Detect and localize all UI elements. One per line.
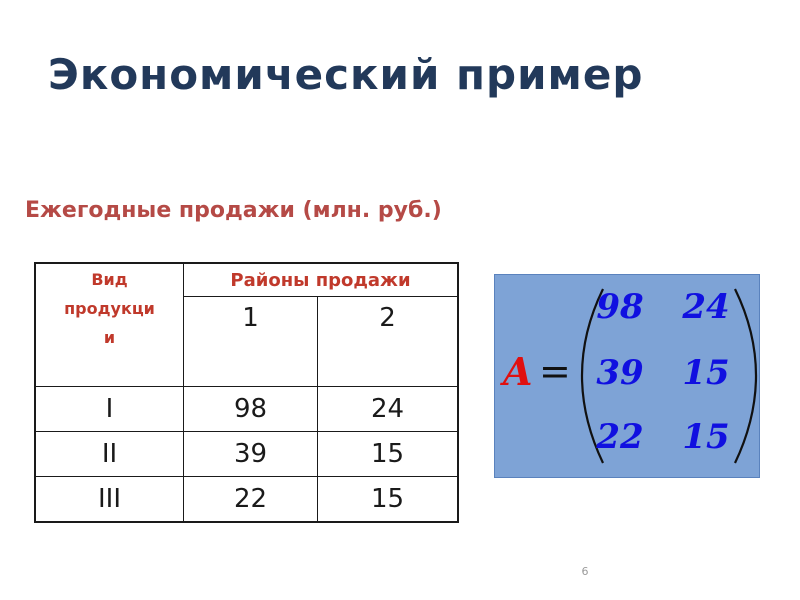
matrix-name: A <box>503 349 533 394</box>
region-number: 1 <box>242 303 259 334</box>
matrix-cell: 98 <box>596 287 644 327</box>
table-cell: 22 <box>184 477 318 523</box>
matrix-cell: 22 <box>596 417 644 457</box>
product-type-header <box>35 263 184 387</box>
slide-title: Экономический пример <box>48 50 644 99</box>
page-number: 6 <box>581 565 589 578</box>
table-cell: 39 <box>184 432 318 477</box>
table-row <box>35 477 458 523</box>
matrix-cell: 39 <box>596 353 644 393</box>
equals-sign: = <box>539 349 571 393</box>
table-cell: 15 <box>318 477 459 523</box>
region-column-1 <box>184 297 318 387</box>
product-header-line: Вид <box>91 270 128 289</box>
region-number: 2 <box>379 303 396 334</box>
table-header-row <box>35 263 458 297</box>
table-row <box>35 432 458 477</box>
matrix-cell: 24 <box>682 287 730 327</box>
product-header-line: и <box>103 328 116 347</box>
table-caption: Ежегодные продажи (млн. руб.) <box>25 198 442 223</box>
table-cell: 15 <box>318 432 459 477</box>
sales-table <box>34 262 459 523</box>
region-column-2 <box>318 297 459 387</box>
matrix-panel <box>494 274 760 478</box>
product-label: I <box>35 387 184 432</box>
regions-header: Районы продажи <box>184 263 459 297</box>
matrix-cell: 15 <box>682 417 730 457</box>
matrix-cell: 15 <box>682 353 730 393</box>
product-header-line: продукци <box>64 299 155 318</box>
table-row <box>35 387 458 432</box>
table-cell: 24 <box>318 387 459 432</box>
product-label: III <box>35 477 184 523</box>
product-label: II <box>35 432 184 477</box>
table-cell: 98 <box>184 387 318 432</box>
